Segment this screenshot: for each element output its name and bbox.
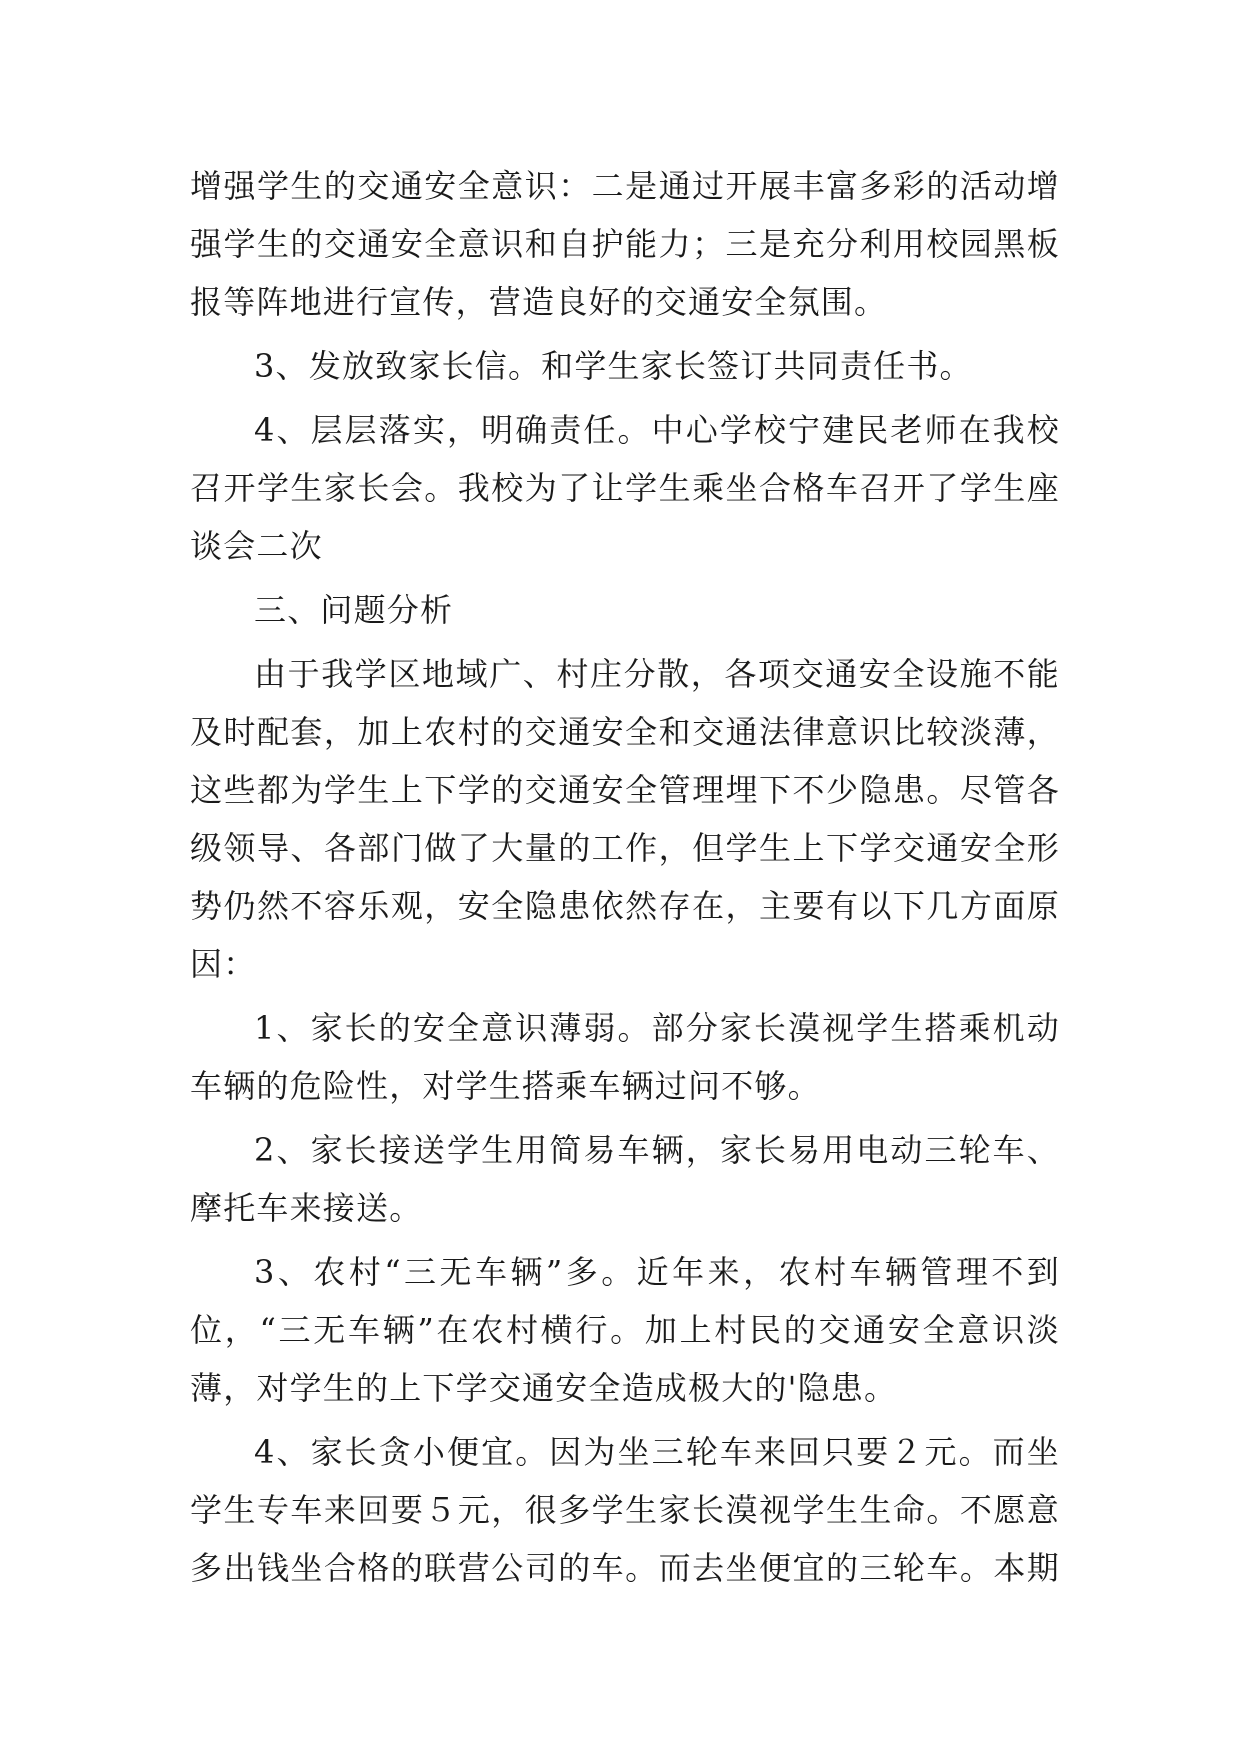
text-line: 4、家长贪小便宜。因为坐三轮车来回只要２元。而坐 bbox=[254, 1433, 1060, 1471]
paragraph bbox=[190, 401, 1060, 575]
text-line: 强学生的交通安全意识和自护能力；三是充分利用校园黑板 bbox=[190, 225, 1060, 263]
section-heading bbox=[190, 581, 1060, 639]
text-line: 报等阵地进行宣传，营造良好的交通安全氛围。 bbox=[190, 283, 888, 321]
text-line: 2、家长接送学生用简易车辆，家长易用电动三轮车、 bbox=[254, 1131, 1060, 1169]
text-line: 3、发放致家长信。和学生家长签订共同责任书。 bbox=[254, 347, 973, 385]
paragraph bbox=[190, 1423, 1060, 1597]
text-line: 因： bbox=[190, 945, 257, 983]
paragraph bbox=[190, 337, 1060, 395]
text-line: 及时配套，加上农村的交通安全和交通法律意识比较淡薄， bbox=[190, 713, 1060, 751]
text-line: 级领导、各部门做了大量的工作，但学生上下学交通安全形 bbox=[190, 829, 1060, 867]
paragraph bbox=[190, 1121, 1060, 1237]
text-line: 召开学生家长会。我校为了让学生乘坐合格车召开了学生座 bbox=[190, 469, 1060, 507]
text-line: 薄，对学生的上下学交通安全造成极大的'隐患。 bbox=[190, 1369, 898, 1407]
text-line: 学生专车来回要５元，很多学生家长漠视学生生命。不愿意 bbox=[190, 1491, 1060, 1529]
text-line: 位，“三无车辆”在农村横行。加上村民的交通安全意识淡 bbox=[190, 1311, 1060, 1349]
text-line: 摩托车来接送。 bbox=[190, 1189, 423, 1227]
text-line: 4、层层落实，明确责任。中心学校宁建民老师在我校 bbox=[254, 411, 1060, 449]
text-line: 这些都为学生上下学的交通安全管理埋下不少隐患。尽管各 bbox=[190, 771, 1060, 809]
paragraph bbox=[190, 1243, 1060, 1417]
paragraph bbox=[190, 157, 1060, 331]
paragraph bbox=[190, 999, 1060, 1115]
text-line: 多出钱坐合格的联营公司的车。而去坐便宜的三轮车。本期 bbox=[190, 1549, 1060, 1587]
text-line: 增强学生的交通安全意识：二是通过开展丰富多彩的活动增 bbox=[190, 167, 1060, 205]
text-line: 由于我学区地域广、村庄分散，各项交通安全设施不能 bbox=[254, 655, 1060, 693]
text-line: 三、问题分析 bbox=[254, 591, 454, 629]
text-line: 车辆的危险性，对学生搭乘车辆过问不够。 bbox=[190, 1067, 821, 1105]
document-body bbox=[190, 157, 1060, 1597]
paragraph bbox=[190, 645, 1060, 993]
text-line: 谈会二次 bbox=[190, 527, 323, 565]
text-line: 势仍然不容乐观，安全隐患依然存在，主要有以下几方面原 bbox=[190, 887, 1060, 925]
text-line: 1、家长的安全意识薄弱。部分家长漠视学生搭乘机动 bbox=[254, 1009, 1060, 1047]
text-line: 3、农村“三无车辆”多。近年来，农村车辆管理不到 bbox=[254, 1253, 1060, 1291]
